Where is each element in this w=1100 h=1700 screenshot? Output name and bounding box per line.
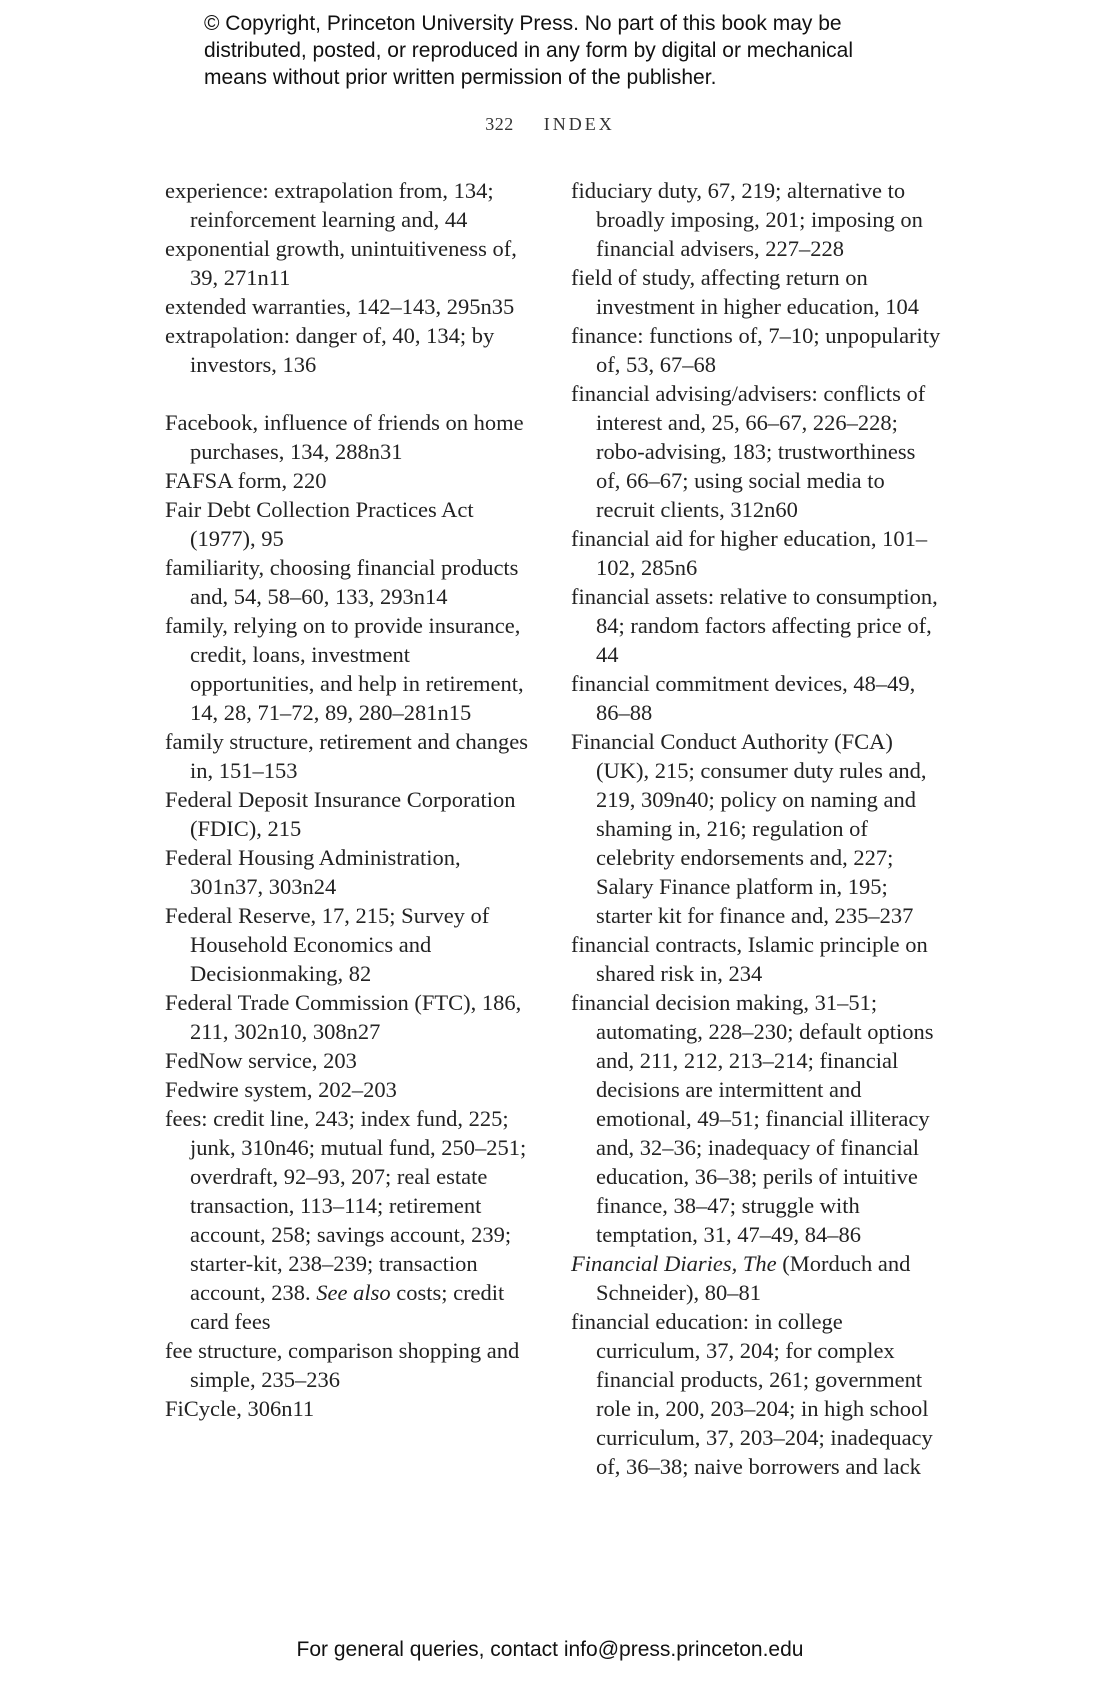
page-number: 322 — [485, 114, 514, 134]
index-entry: Federal Housing Administration, 301n37, 303n24 — [165, 845, 461, 899]
index-entry: Federal Reserve, 17, 215; Survey of Household Economics and Decisionmaking, 82 — [165, 903, 490, 986]
index-entry: financial decision making, 31–51; automating, 228–230; default options and, 211, 212, 213–214; financial decisions are intermittent and emotional, 49–51; financial illiteracy and, 32–36; inadequacy of financial education, 36–38; perils of intuitive finance, 38–47; struggle with temptation, 31, 47–49, 84–86 — [571, 990, 934, 1247]
copyright-line: distributed, posted, or reproduced in any form by digital or mechanical — [204, 39, 854, 62]
index-entry: financial assets: relative to consumption, 84; random factors affecting price of, 44 — [571, 584, 938, 667]
cross-reference-label: See also — [316, 1280, 391, 1305]
copyright-line: © Copyright, Princeton University Press. No part of this book may be — [204, 12, 842, 35]
index-entry: Facebook, influence of friends on home purchases, 134, 288n31 — [165, 410, 524, 464]
index-entry — [165, 1104, 535, 1336]
section-title: INDEX — [543, 114, 615, 134]
index-entry: FiCycle, 306n11 — [165, 1396, 315, 1421]
running-head — [0, 114, 1100, 135]
index-entry: family structure, retirement and changes in, 151–153 — [165, 729, 528, 783]
book-title: Financial Diaries, The — [571, 1251, 777, 1276]
entry-text: fees: credit line, 243; index fund, 225; junk, 310n46; mutual fund, 250–251; overdraft, 92–93, 207; real estate transaction, 113–114; retirement account, 258; savings account, 239; starter-kit, 238–239; transaction account, 238. — [165, 1106, 527, 1305]
footer-contact: For general queries, contact info@press.princeton.edu — [296, 1638, 804, 1661]
copyright-notice — [204, 10, 964, 91]
entry-text: costs; credit card fees — [190, 1280, 505, 1334]
index-column-left — [165, 176, 535, 1423]
index-entry: field of study, affecting return on investment in higher education, 104 — [571, 265, 920, 319]
index-entry: Federal Deposit Insurance Corporation (FDIC), 215 — [165, 787, 516, 841]
index-entry: financial education: in college curriculum, 37, 204; for complex financial products, 261; government role in, 200, 203–204; in high school curriculum, 37, 203–204; inadequacy of, 36–38; naive borrowers and lack — [571, 1309, 933, 1479]
index-entry: extrapolation: danger of, 40, 134; by investors, 136 — [165, 323, 495, 377]
index-entry: extended warranties, 142–143, 295n35 — [165, 294, 515, 319]
entry-text: (Morduch and Schneider), 80–81 — [596, 1251, 911, 1305]
index-entry: financial aid for higher education, 101–102, 285n6 — [571, 526, 928, 580]
index-entry: Financial Conduct Authority (FCA) (UK), 215; consumer duty rules and, 219, 309n40; policy on naming and shaming in, 216; regulation of celebrity endorsements and, 227; Salary Finance platform in, 195; starter kit for finance and, 235–237 — [571, 729, 927, 928]
index-entry: fiduciary duty, 67, 219; alternative to broadly imposing, 201; imposing on financial advisers, 227–228 — [571, 178, 923, 261]
index-entry: experience: extrapolation from, 134; reinforcement learning and, 44 — [165, 178, 494, 232]
index-column-right — [571, 176, 941, 1481]
index-entry: exponential growth, unintuitiveness of, 39, 271n11 — [165, 236, 517, 290]
index-entry: Fedwire system, 202–203 — [165, 1077, 397, 1102]
index-entry: FedNow service, 203 — [165, 1048, 357, 1073]
index-entry: Fair Debt Collection Practices Act (1977), 95 — [165, 497, 474, 551]
index-entry: FAFSA form, 220 — [165, 468, 327, 493]
index-entry: financial contracts, Islamic principle on shared risk in, 234 — [571, 932, 928, 986]
copyright-line: means without prior written permission of the publisher. — [204, 66, 717, 89]
index-entry: familiarity, choosing financial products and, 54, 58–60, 133, 293n14 — [165, 555, 519, 609]
index-entry: Federal Trade Commission (FTC), 186, 211, 302n10, 308n27 — [165, 990, 522, 1044]
letter-group-gap — [165, 379, 535, 408]
index-entry: family, relying on to provide insurance, credit, loans, investment opportunities, and help in retirement, 14, 28, 71–72, 89, 280–281n15 — [165, 613, 524, 725]
index-entry — [571, 1249, 941, 1307]
index-entry: fee structure, comparison shopping and simple, 235–236 — [165, 1338, 520, 1392]
index-entry: financial advising/advisers: conflicts of interest and, 25, 66–67, 226–228; robo-advising, 183; trustworthiness of, 66–67; using social media to recruit clients, 312n60 — [571, 381, 926, 522]
index-entry: financial commitment devices, 48–49, 86–88 — [571, 671, 916, 725]
index-entry: finance: functions of, 7–10; unpopularity of, 53, 67–68 — [571, 323, 941, 377]
